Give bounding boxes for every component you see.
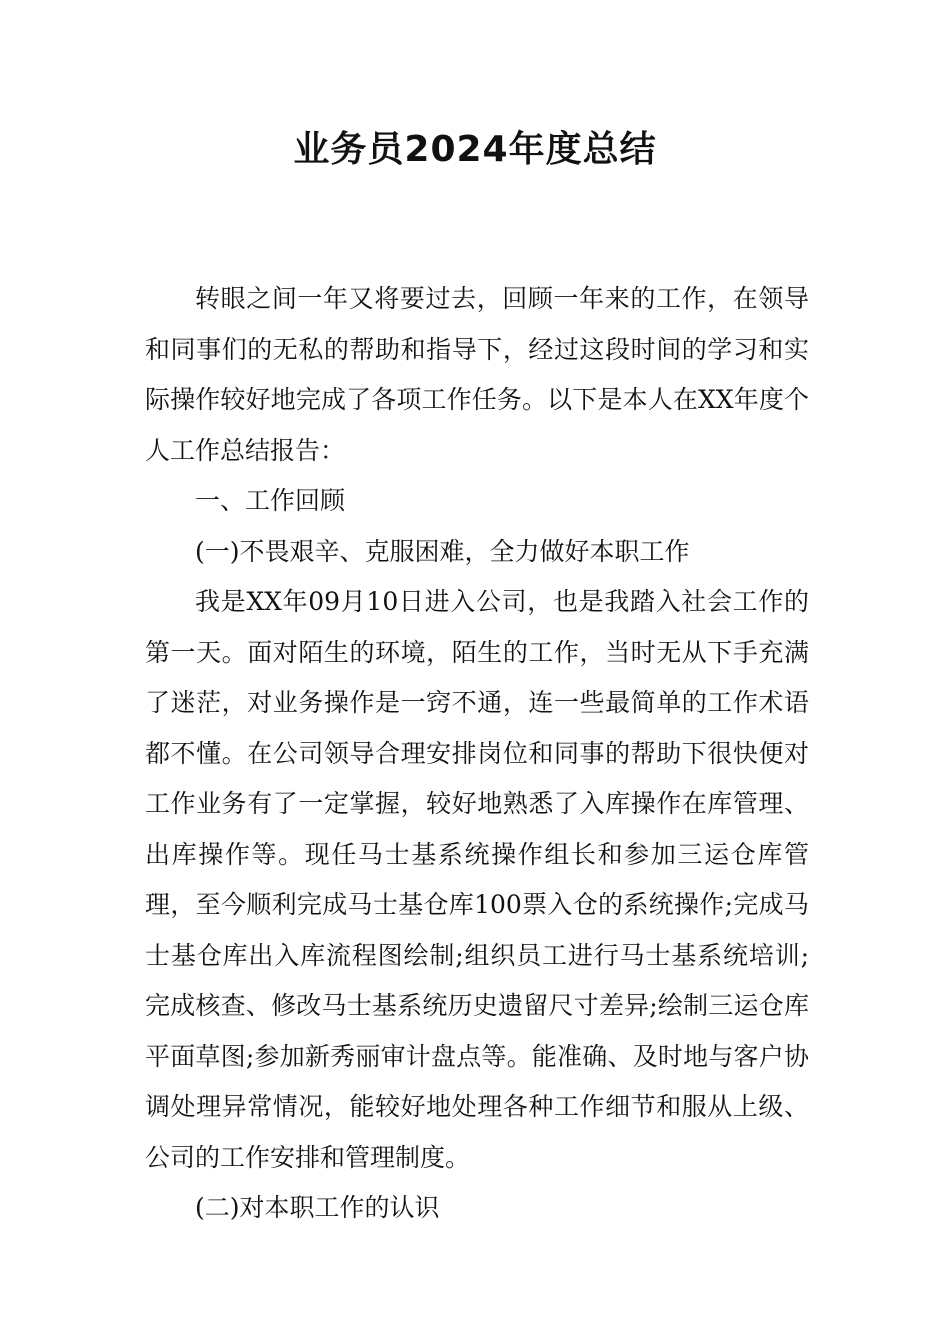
subsection-heading-2: (二)对本职工作的认识 (195, 1193, 440, 1222)
section-heading-work-review: 一、工作回顾 (195, 486, 346, 515)
document-body (145, 274, 809, 1234)
paragraph-intro: 转眼之间一年又将要过去，回顾一年来的工作，在领导和同事们的无私的帮助和指导下，经过这段时间的学习和实际操作较好地完成了各项工作任务。以下是本人在XX年度个人工作总结报告： (145, 284, 809, 465)
paragraph-work-details: 我是XX年09月10日进入公司，也是我踏入社会工作的第一天。面对陌生的环境，陌生的工作，当时无从下手充满了迷茫，对业务操作是一窍不通，连一些最简单的工作术语都不懂。在公司领导合理安排岗位和同事的帮助下很快便对工作业务有了一定掌握，较好地熟悉了入库操作在库管理、出库操作等。现任马士基系统操作组长和参加三运仓库管理，至今顺利完成马士基仓库100票入仓的系统操作;完成马士基仓库出入库流程图绘制;组织员工进行马士基系统培训;完成核查、修改马士基系统历史遗留尺寸差异;绘制三运仓库平面草图;参加新秀丽审计盘点等。能准确、及时地与客户协调处理异常情况，能较好地处理各种工作细节和服从上级、公司的工作安排和管理制度。 (145, 587, 809, 1172)
document-title: 业务员2024年度总结 (293, 129, 657, 170)
subsection-heading-1: (一)不畏艰辛、克服困难，全力做好本职工作 (195, 536, 690, 566)
